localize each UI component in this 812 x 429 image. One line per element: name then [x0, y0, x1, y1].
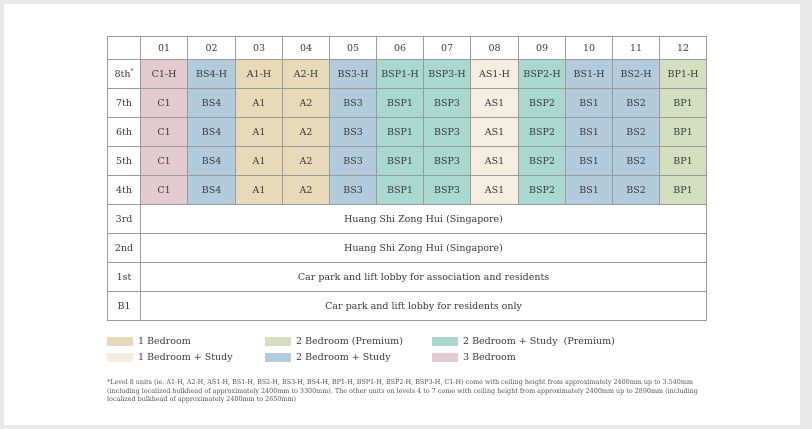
column-header: 02 [188, 37, 236, 60]
unit-cell: A2 [283, 147, 330, 176]
unit-cell: BP1 [660, 147, 707, 176]
level-label: 7th [108, 89, 141, 118]
unit-cell: BS1 [566, 118, 613, 147]
unit-cell: BSP1 [377, 147, 424, 176]
unit-cell: AS1 [471, 89, 519, 118]
level-label: 3rd [108, 205, 141, 234]
legend-label: 2 Bedroom (Premium) [296, 336, 403, 347]
unit-cell: BSP2 [519, 176, 566, 205]
level-row-7th [108, 89, 707, 118]
column-header: 01 [141, 37, 188, 60]
legend-swatch [432, 337, 458, 346]
legend-swatch [265, 337, 291, 346]
unit-cell: A1 [236, 118, 283, 147]
legend-label: 2 Bedroom + Study [296, 352, 391, 363]
level-label: B1 [108, 292, 141, 321]
level-label: 8th* [108, 60, 141, 89]
unit-type-legend [107, 335, 615, 369]
unit-cell: C1 [141, 147, 188, 176]
column-header: 09 [519, 37, 566, 60]
unit-cell: A2-H [283, 60, 330, 89]
unit-cell: BS2 [613, 176, 660, 205]
legend-swatch [107, 353, 133, 362]
unit-cell: BSP1 [377, 176, 424, 205]
unit-cell: BS3 [330, 118, 377, 147]
legend-label: 1 Bedroom [138, 336, 191, 347]
level-row-6th [108, 118, 707, 147]
legend-label: 1 Bedroom + Study [138, 352, 233, 363]
legend-label: 3 Bedroom [463, 352, 516, 363]
unit-cell: A2 [283, 118, 330, 147]
unit-cell: C1 [141, 118, 188, 147]
unit-cell: BS1 [566, 147, 613, 176]
level-label: 6th [108, 118, 141, 147]
level-row-b1 [108, 292, 707, 321]
level-label: 2nd [108, 234, 141, 263]
unit-cell: C1-H [141, 60, 188, 89]
unit-cell: BSP2 [519, 89, 566, 118]
unit-cell: A2 [283, 89, 330, 118]
unit-cell: BS3 [330, 89, 377, 118]
unit-cell: BS4 [188, 147, 236, 176]
unit-cell: AS1-H [471, 60, 519, 89]
column-header: 12 [660, 37, 707, 60]
level-row-2nd [108, 234, 707, 263]
unit-cell: BP1-H [660, 60, 707, 89]
unit-cell: AS1 [471, 147, 519, 176]
level-label: 5th [108, 147, 141, 176]
column-header: 08 [471, 37, 519, 60]
unit-cell: A1 [236, 89, 283, 118]
unit-cell: BSP3 [424, 176, 471, 205]
unit-cell: BS4 [188, 89, 236, 118]
unit-cell: BP1 [660, 89, 707, 118]
level-row-1st [108, 263, 707, 292]
level-row-3rd [108, 205, 707, 234]
podium-description: Huang Shi Zong Hui (Singapore) [141, 234, 707, 263]
unit-cell: BSP2 [519, 147, 566, 176]
level-row-8th [108, 60, 707, 89]
column-header-row [108, 37, 707, 60]
unit-cell: BS3-H [330, 60, 377, 89]
unit-stacking-table [107, 36, 707, 321]
unit-cell: BSP3 [424, 89, 471, 118]
unit-cell: A1 [236, 147, 283, 176]
legend-swatch [265, 353, 291, 362]
podium-description: Car park and lift lobby for residents only [141, 292, 707, 321]
unit-cell: BSP1-H [377, 60, 424, 89]
podium-description: Huang Shi Zong Hui (Singapore) [141, 205, 707, 234]
unit-cell: C1 [141, 89, 188, 118]
unit-cell: A2 [283, 176, 330, 205]
column-header: 10 [566, 37, 613, 60]
unit-cell: AS1 [471, 176, 519, 205]
unit-cell: BSP3 [424, 147, 471, 176]
unit-cell: BS2 [613, 118, 660, 147]
unit-cell: BS2-H [613, 60, 660, 89]
unit-cell: AS1 [471, 118, 519, 147]
level-row-5th [108, 147, 707, 176]
unit-cell: A1 [236, 176, 283, 205]
unit-cell: BS2 [613, 89, 660, 118]
unit-cell: BSP1 [377, 118, 424, 147]
column-header: 06 [377, 37, 424, 60]
corner-cell [108, 37, 141, 60]
level-label: 1st [108, 263, 141, 292]
unit-cell: BSP1 [377, 89, 424, 118]
unit-cell: BSP3-H [424, 60, 471, 89]
unit-cell: BS1-H [566, 60, 613, 89]
unit-cell: BSP3 [424, 118, 471, 147]
ceiling-height-footnote: *Level 8 units (ie. A1-H, A2-H, AS1-H, BS1-H, BS2-H, BS3-H, BS4-H, BP1-H, BSP1-H, BSP2-H, BSP3-H, C1-H) come with ceiling height from approximately 2400mm up to 3.540mm (including localized bulkhead of approximately 2400mm to 3300mm). The other units on levels 4 to 7 come with ceiling height from approximately 2400mm up to 2890mm (including localized bulkhead of approximately 2400mm to 2650mm) [107, 378, 698, 404]
legend-swatch [107, 337, 133, 346]
unit-cell: BS4-H [188, 60, 236, 89]
column-header: 04 [283, 37, 330, 60]
podium-description: Car park and lift lobby for association and residents [141, 263, 707, 292]
unit-cell: BS3 [330, 176, 377, 205]
column-header: 07 [424, 37, 471, 60]
unit-cell: BSP2 [519, 118, 566, 147]
level-label: 4th [108, 176, 141, 205]
unit-cell: BS4 [188, 118, 236, 147]
column-header: 11 [613, 37, 660, 60]
column-header: 03 [236, 37, 283, 60]
unit-cell: BS3 [330, 147, 377, 176]
column-header: 05 [330, 37, 377, 60]
unit-cell: BS1 [566, 89, 613, 118]
unit-cell: BS2 [613, 147, 660, 176]
level-row-4th [108, 176, 707, 205]
unit-cell: C1 [141, 176, 188, 205]
unit-cell: BS4 [188, 176, 236, 205]
unit-cell: A1-H [236, 60, 283, 89]
legend-label: 2 Bedroom + Study (Premium) [463, 336, 615, 347]
unit-cell: BP1 [660, 176, 707, 205]
unit-cell: BS1 [566, 176, 613, 205]
document-page [4, 4, 800, 425]
unit-cell: BP1 [660, 118, 707, 147]
legend-swatch [432, 353, 458, 362]
unit-cell: BSP2-H [519, 60, 566, 89]
